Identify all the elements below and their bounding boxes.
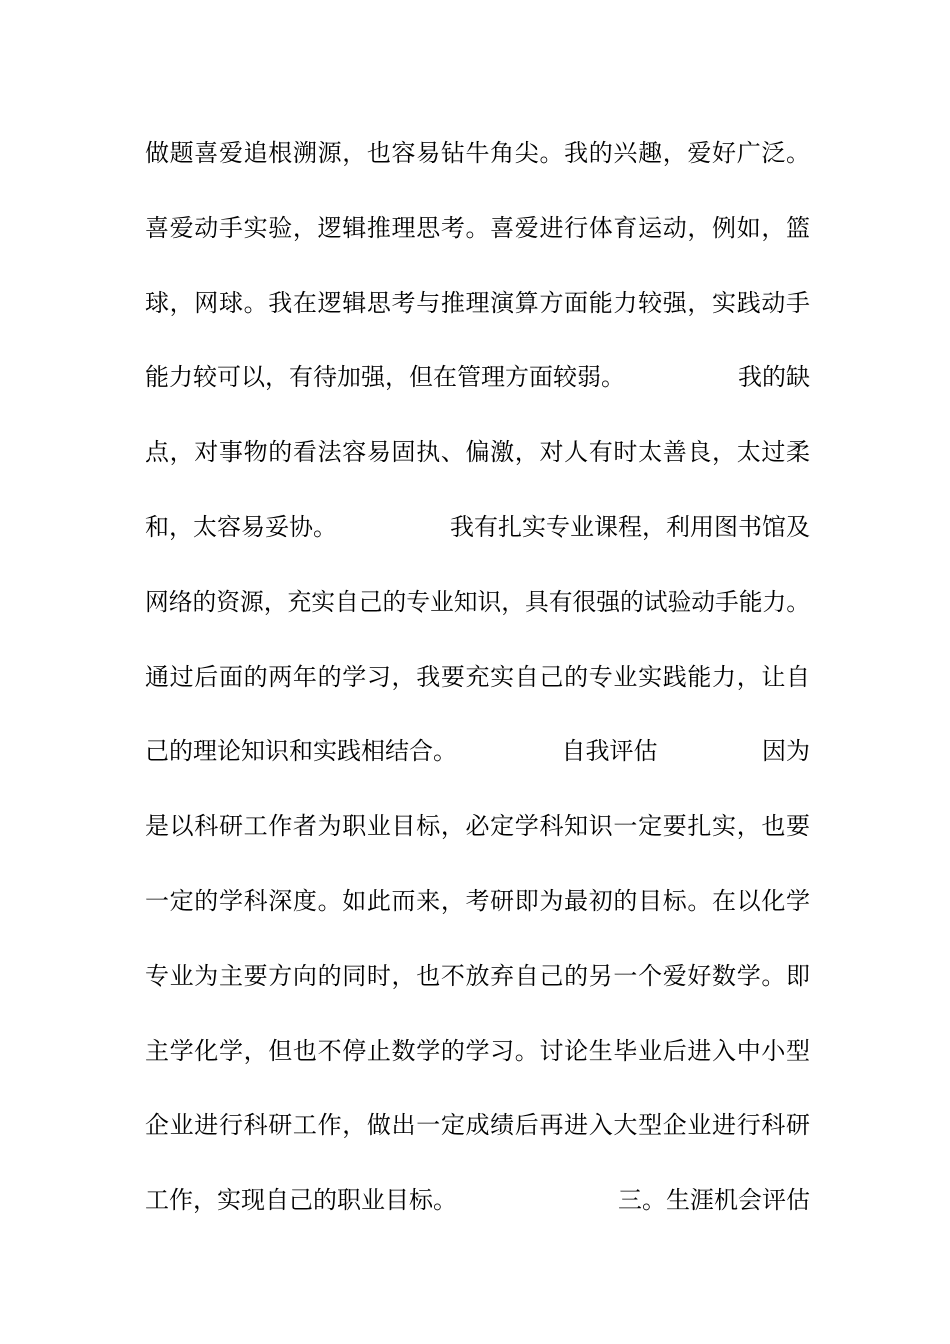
text-line (145, 431, 810, 473)
text-segment: 通过后面的两年的学习，我要充实自己的专业实践能力，让自 (145, 662, 811, 691)
body-text (145, 132, 810, 1254)
text-segment: 我有扎实专业课程，利用图书馆及 (450, 512, 810, 541)
text-segment: 和，太容易妥协。 (145, 512, 337, 541)
text-line (145, 880, 810, 922)
text-segment: 企业进行科研工作，做出一定成绩后再进入大型企业进行科研 (145, 1111, 811, 1140)
text-line (145, 132, 810, 174)
section-heading: 三。生涯机会评估 (618, 1186, 810, 1215)
text-segment: 主学化学，但也不停止数学的学习。讨论生毕业后进入中小型 (145, 1036, 811, 1065)
text-line (145, 730, 810, 772)
text-line (145, 805, 810, 847)
text-line (145, 1104, 810, 1146)
text-segment: 己的理论知识和实践相结合。 (145, 737, 457, 766)
text-segment: 工作，实现自己的职业目标。 (145, 1186, 457, 1215)
text-segment: 球，网球。我在逻辑思考与推理演算方面能力较强，实践动手 (145, 288, 811, 317)
text-line (145, 1179, 810, 1221)
text-line (145, 1030, 810, 1072)
text-segment: 做题喜爱追根溯源，也容易钻牛角尖。我的兴趣，爱好广泛。 (145, 139, 811, 167)
text-line (145, 356, 810, 398)
text-line (145, 207, 810, 249)
text-line (145, 506, 810, 548)
text-line (145, 955, 810, 997)
text-segment: 因为 (762, 737, 810, 766)
text-segment: 一定的学科深度。如此而来，考研即为最初的目标。在以化学 (145, 886, 811, 915)
text-segment: 能力较可以，有待加强，但在管理方面较弱。 (145, 363, 625, 392)
text-segment: 网络的资源，充实自己的专业知识，具有很强的试验动手能力。 (145, 587, 810, 616)
text-segment: 是以科研工作者为职业目标，必定学科知识一定要扎实，也要 (145, 812, 811, 841)
section-heading: 自我评估 (561, 737, 658, 766)
text-line (145, 656, 810, 698)
text-segment: 点，对事物的看法容易固执、偏激，对人有时太善良，太过柔 (145, 438, 811, 467)
text-line (145, 581, 810, 623)
text-segment: 我的缺 (738, 363, 810, 392)
text-segment: 专业为主要方向的同时，也不放弃自己的另一个爱好数学。即 (145, 961, 811, 990)
text-segment: 喜爱动手实验，逻辑推理思考。喜爱进行体育运动，例如，篮 (145, 213, 811, 242)
text-line (145, 282, 810, 324)
